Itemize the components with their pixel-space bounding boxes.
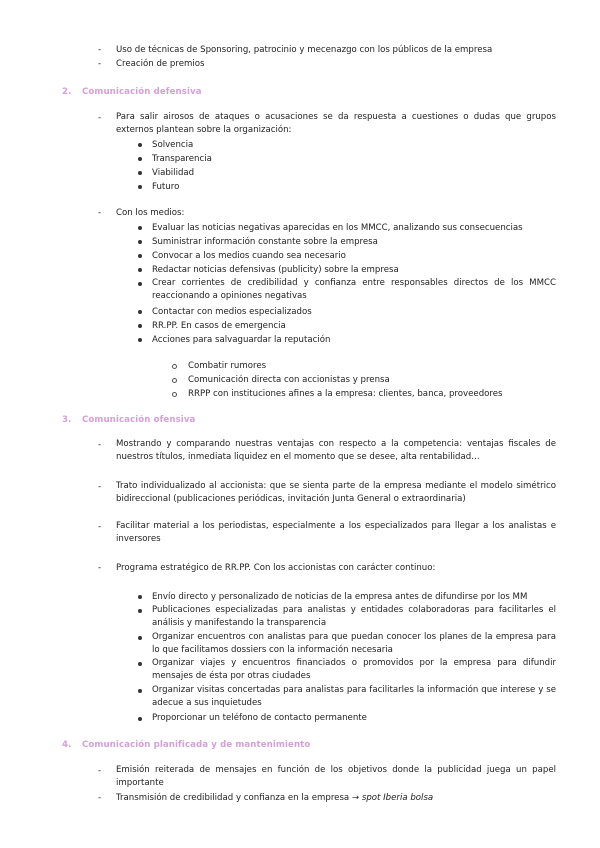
dash-marker: - [98,208,102,218]
list-item: Solvencia [152,140,194,150]
list-item: Organizar viajes y encuentros financiados o promovidos por la empresa para difundir mensajes de ésta por otras ciudades [152,658,556,681]
list-item: Publicaciones especializadas para analistas y entidades colaboradoras para facilitarles el análisis y manifestando la transparencia [152,605,556,628]
section-heading-2: 2. Comunicación defensiva [62,87,202,97]
bullet [138,636,142,640]
sublist-item: Combatir rumores [188,361,267,371]
section-heading-3: 3. Comunicación ofensiva [62,415,196,425]
list-item: Futuro [152,182,180,192]
bullet [138,171,142,175]
paragraph: Programa estratégico de RR.PP. Con los accionistas con carácter continuo: [116,563,436,573]
dash-marker: - [98,45,102,55]
dash-marker: - [98,563,102,573]
list-item: Viabilidad [152,168,195,178]
paragraph: Con los medios: [116,208,185,218]
paragraph: Trato individualizado al accionista: que se sienta parte de la empresa mediante el modelo simétrico bidireccional (publicaciones periódicas, invitación Junta General o extraordinaria) [116,481,556,504]
bullet [138,240,142,244]
paragraph: Emisión reiterada de mensajes en función de los objetivos donde la publicidad juega un papel importante [116,765,556,788]
bullet [138,717,142,721]
dash-marker: - [98,522,102,532]
italic-reference: spot Iberia bolsa [361,793,434,803]
dash-marker: - [98,482,102,492]
paragraph [116,792,433,804]
list-item: Crear corrientes de credibilidad y confianza entre responsables directos de los MMCC reaccionando a opiniones negativas [152,278,556,301]
sublist-item: Comunicación directa con accionistas y prensa [188,375,390,385]
list-item: RR.PP. En casos de emergencia [152,321,286,331]
paragraph: Facilitar material a los periodistas, especialmente a los especializados para llegar a los analistas e inversores [116,521,556,544]
bullet [138,662,142,666]
dash-marker: - [98,766,102,776]
list-item: Suministrar información constante sobre la empresa [152,237,378,247]
bullet [138,338,142,342]
list-item: Transparencia [152,154,212,164]
bullet [138,143,142,147]
list-item: Envío directo y personalizado de noticias de la empresa antes de difundirse por los MM [152,592,528,602]
bullet [138,282,142,286]
bullet [138,157,142,161]
list-item: Organizar visitas concertadas para analistas para facilitarles la información que interese y se adecue a sus inquietudes [152,685,556,708]
dash-marker: - [98,59,102,69]
paragraph: Mostrando y comparando nuestras ventajas con respecto a la competencia: ventajas fiscales de nuestros títulos, inmediata liquidez en el momento que se desee, alta rentabilidad… [116,439,556,462]
circle-bullet [172,392,177,397]
dash-marker: - [98,440,102,450]
list-item: Acciones para salvaguardar la reputación [152,335,331,345]
intro-item: Uso de técnicas de Sponsoring, patrocinio y mecenazgo con los públicos de la empresa [116,45,493,55]
list-item: Proporcionar un teléfono de contacto permanente [152,713,367,723]
list-item: Organizar encuentros con analistas para que puedan conocer los planes de la empresa para lo que facilitamos dossiers con la información necesaria [152,632,556,655]
circle-bullet [172,378,177,383]
bullet [138,185,142,189]
dash-marker: - [98,113,102,123]
bullet [138,324,142,328]
sublist-item: RRPP con instituciones afines a la empresa: clientes, banca, proveedores [188,389,503,399]
bullet [138,609,142,613]
list-item: Convocar a los medios cuando sea necesario [152,251,346,261]
paragraph-text: Transmisión de credibilidad y confianza en la empresa → [116,793,360,803]
intro-item: Creación de premios [116,59,205,69]
list-item: Contactar con medios especializados [152,307,312,317]
bullet [138,268,142,272]
dash-marker: - [98,793,102,803]
circle-bullet [172,364,177,369]
bullet [138,310,142,314]
list-item: Evaluar las noticias negativas aparecidas en los MMCC, analizando sus consecuencias [152,223,523,233]
section-heading-4: 4. Comunicación planificada y de mantenimiento [62,740,311,750]
paragraph: Para salir airosos de ataques o acusaciones se da respuesta a cuestiones o dudas que grupos externos plantean sobre la organización: [116,112,556,135]
list-item: Redactar noticias defensivas (publicity) sobre la empresa [152,265,399,275]
bullet [138,254,142,258]
bullet [138,226,142,230]
bullet [138,595,142,599]
bullet [138,689,142,693]
